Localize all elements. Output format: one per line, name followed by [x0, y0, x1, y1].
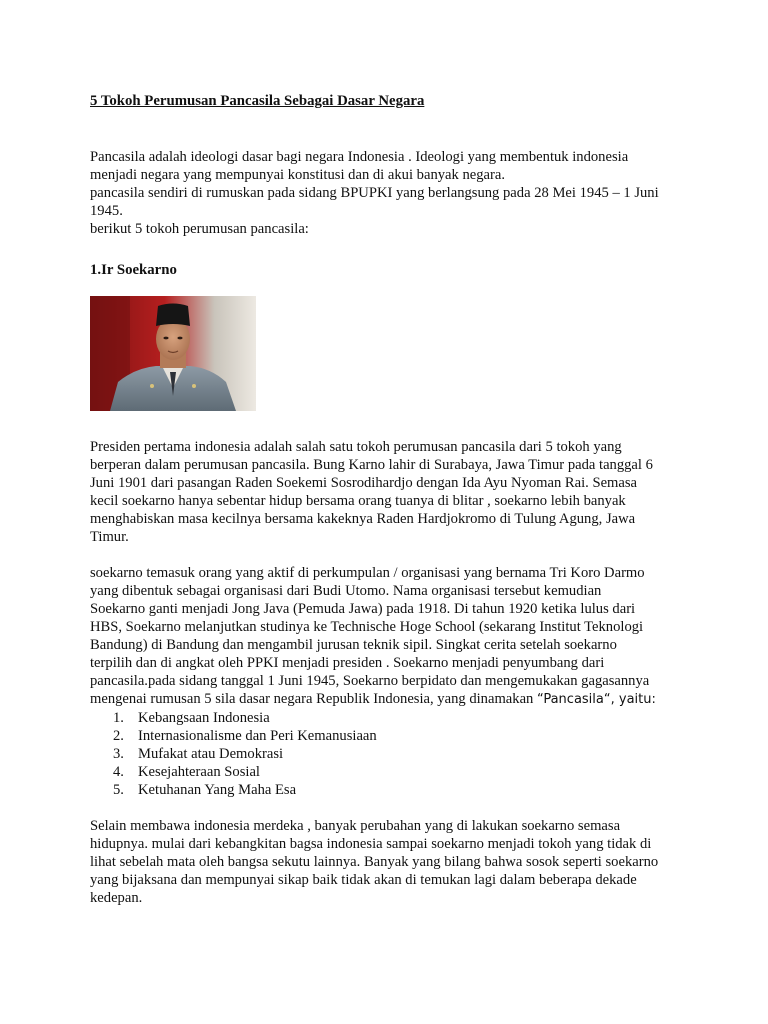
paragraph-line: kedepan.	[90, 890, 143, 906]
intro-line: berikut 5 tokoh perumusan pancasila:	[90, 221, 309, 237]
paragraph-line: soekarno temasuk orang yang aktif di perkumpulan / organisasi yang bernama Tri Koro Darmo	[90, 565, 645, 581]
biography-paragraph	[90, 438, 690, 546]
soekarno-portrait	[90, 296, 256, 411]
paragraph-line: Bandung) di Bandung dan mengambil jurusan teknik sipil. Singkat cerita setelah soekarno	[90, 637, 617, 653]
list-item	[113, 745, 690, 763]
section-heading: 1.Ir Soekarno	[90, 262, 177, 278]
list-item	[113, 763, 690, 781]
line-start: mengenai rumusan 5 sila dasar negara Republik Indonesia, yang dinamakan	[90, 691, 537, 707]
paragraph-line: berperan dalam perumusan pancasila. Bung Karno lahir di Surabaya, Jawa Timur pada tanggal 6	[90, 457, 653, 473]
organization-paragraph	[90, 564, 690, 799]
intro-line: 1945.	[90, 203, 123, 219]
intro-line: menjadi negara yang mempunyai konstitusi dan di akui banyak negara.	[90, 167, 505, 183]
intro-line: pancasila sendiri di rumuskan pada sidang BPUPKI yang berlangsung pada 28 Mei 1945 – 1 Juni	[90, 185, 659, 201]
list-text: Kesejahteraan Sosial	[138, 764, 260, 780]
paragraph-line: HBS, Soekarno melanjutkan studinya ke Technische Hoge School (sekarang Institut Teknologi	[90, 619, 644, 635]
list-number: 1.	[113, 710, 124, 726]
paragraph-line: Presiden pertama indonesia adalah salah satu tokoh perumusan pancasila dari 5 tokoh yang	[90, 439, 622, 455]
paragraph-line: Selain membawa indonesia merdeka , banyak perubahan yang di lakukan soekarno semasa	[90, 818, 621, 834]
intro-line: Pancasila adalah ideologi dasar bagi negara Indonesia . Ideologi yang membentuk indonesia	[90, 149, 629, 165]
list-text: Kebangsaan Indonesia	[138, 710, 270, 726]
paragraph-line: yang dibentuk sebagai organisasi dari Budi Utomo. Nama organisasi tersebut kemudian	[90, 583, 602, 599]
list-text: Internasionalisme dan Peri Kemanusiaan	[138, 728, 377, 744]
paragraph-line: Juni 1901 dari pasangan Raden Soekemi Sosrodihardjo dengan Ida Ayu Nyoman Rai. Semasa	[90, 475, 638, 491]
rumusan-list	[90, 709, 690, 799]
paragraph-line: yang bijaksana dan mempunyai sikap baik tidak akan di temukan lagi dalam beberapa dekade	[90, 872, 637, 888]
list-text: Ketuhanan Yang Maha Esa	[138, 782, 297, 798]
paragraph-line: terpilih dan di angkat oleh PPKI menjadi presiden . Soekarno menjadi penyumbang dari	[90, 655, 605, 671]
document-page	[90, 92, 690, 907]
paragraph-line: Soekarno ganti menjadi Jong Java (Pemuda Jawa) pada 1918. Di tahun 1920 ketika lulus dari	[90, 601, 636, 617]
pancasila-quote: “Pancasila“, yaitu:	[537, 692, 656, 707]
paragraph-line: menghabiskan masa kecilnya bersama kakeknya Raden Hardjokromo di Tulung Agung, Jawa	[90, 511, 636, 527]
paragraph-line: Timur.	[90, 529, 129, 545]
list-text: Mufakat atau Demokrasi	[138, 746, 284, 762]
paragraph-line: pancasila.pada sidang tanggal 1 Juni 1945, Soekarno berpidato dan mengemukakan gagasannya	[90, 673, 650, 689]
legacy-paragraph	[90, 817, 690, 907]
list-item	[113, 781, 690, 799]
paragraph-line: kecil soekarno hanya sebentar hidup bersama orang tuanya di blitar , soekarno lebih banyak	[90, 493, 626, 509]
list-number: 5.	[113, 782, 124, 798]
list-item	[113, 709, 690, 727]
paragraph-line-with-quote	[90, 690, 690, 709]
document-title: 5 Tokoh Perumusan Pancasila Sebagai Dasar Negara	[90, 93, 425, 109]
paragraph-line: lihat sebelah mata oleh bangsa sekutu lainnya. Banyak yang bilang bahwa sosok seperti soekarno	[90, 854, 659, 870]
list-number: 2.	[113, 728, 124, 744]
paragraph-line: hidupnya. mulai dari kebangkitan bagsa indonesia sampai soekarno menjadi tokoh yang tidak di	[90, 836, 652, 852]
list-item	[113, 727, 690, 745]
list-number: 3.	[113, 746, 124, 762]
intro-paragraph	[90, 148, 690, 238]
list-number: 4.	[113, 764, 124, 780]
